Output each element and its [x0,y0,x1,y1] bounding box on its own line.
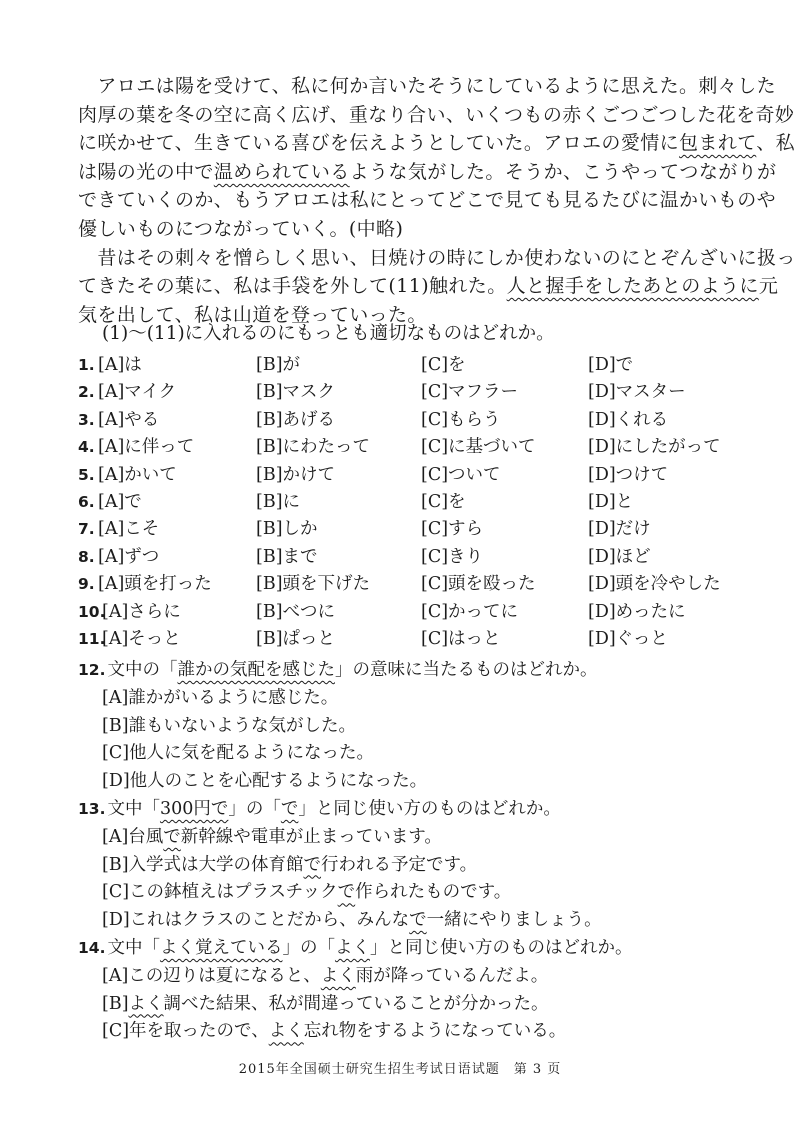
option-b: [B]に [256,491,301,512]
question-number: 4. [78,438,95,457]
choice-row [78,434,758,461]
choice-row [78,489,758,516]
page-footer: 2015年全国硕士研究生招生考试日语试题 第 3 页 [238,1062,562,1077]
instruction: (1)〜(11)に入れるのにもっとも適切なものはどれか。 [102,323,555,344]
underlined-phrase: 人と握手をしたあとのように [506,275,759,298]
option-c: [C]もらう [421,409,501,430]
question-stem [78,935,768,963]
answer-option: [C]他人に気を配るようになった。 [102,743,375,764]
option-b: [B]頭を下げた [256,574,371,595]
underlined-phrase: よく覚えている [159,938,283,958]
answer-option [78,907,768,935]
question-12 [78,657,768,796]
option-a: [A]マイク [98,382,177,403]
option-d: [D]と [588,491,634,512]
underlined-word: で [303,854,322,875]
option-text: 行われる予定です。 [321,854,478,875]
stem-text: 文中「 [107,938,160,958]
option-a: [A]で [98,491,142,512]
option-text: 調べた結果、私が間違っていることが分かった。 [163,993,549,1014]
passage-line: 気を出して、私は山道を登っていった。 [78,303,427,326]
question-stem [78,657,768,685]
answer-option: [D]他人のことを心配するようになった。 [102,771,428,792]
underlined-phrase: 包まれて [679,132,757,155]
underlined-word: で [163,826,181,847]
reading-passage [78,72,796,329]
stem-text: 」と同じ使い方のものはどれか。 [298,799,561,819]
choice-table [78,352,758,653]
question-number: 5. [78,465,95,484]
option-b: [B]あげる [256,409,336,430]
stem-text: 文中「 [107,799,160,819]
option-d: [D]だけ [588,519,651,540]
option-d: [D]めったに [588,601,686,622]
option-text: [A]台風 [102,826,164,847]
underlined-phrase: 温められている [213,160,350,183]
answer-option: [B]誰もいないような気がした。 [102,715,357,736]
option-c: [C]はっと [421,628,501,649]
answer-option [78,852,768,880]
option-d: [D]マスター [588,382,686,403]
option-b: [B]にわたって [256,437,371,458]
choice-row [78,599,758,626]
underlined-word: よく [128,993,164,1014]
question-number: 14. [78,939,106,957]
passage-text: てきたその葉に、私は手袋を外して(11)触れた。 [78,275,507,298]
underlined-phrase: 300円で [159,799,229,819]
option-b: [B]かけて [256,464,336,485]
stem-text: 文中の「 [107,660,178,680]
underlined-word: よく [334,938,370,958]
option-a: [A]そっと [102,628,181,649]
option-a: [A]こそ [98,519,160,540]
question-stem [78,796,768,824]
underlined-word: で [280,799,299,819]
option-d: [D]ぐっと [588,628,668,649]
option-a: [A]ずつ [98,546,160,567]
passage-text: 元 [758,275,779,298]
option-d: [D]頭を冷やした [588,574,721,595]
passage-line: 昔はその刺々を憎らしく思い、日焼けの時にしか使わないのにとぞんざいに扱っ [78,246,796,269]
question-number: 10. [78,602,106,621]
option-c: [C]頭を殴った [421,574,536,595]
question-number: 9. [78,575,95,594]
option-a: [A]さらに [102,601,181,622]
option-text: [C]この鉢植えはプラスチック [102,882,338,903]
answer-option [78,991,768,1019]
question-number: 7. [78,520,95,539]
passage-text: に咲かせて、生きている喜びを伝えようとしていた。アロエの愛情に [78,132,680,155]
option-b: [B]べつに [256,601,336,622]
option-c: [C]に基づいて [421,437,536,458]
option-text: [B] [102,993,129,1014]
choice-row [78,544,758,571]
choice-row [78,352,758,379]
option-a: [A]に伴って [98,437,195,458]
stem-text: 」の「 [282,938,335,958]
choice-row [78,462,758,489]
option-a: [A]やる [98,409,160,430]
option-c: [C]ついて [421,464,501,485]
option-c: [C]マフラー [421,382,519,403]
underlined-word: で [409,910,427,931]
choice-row [78,379,758,406]
question-13 [78,796,768,935]
underlined-word: よく [320,965,356,986]
option-text: 忘れ物をするようになっている。 [303,1021,567,1042]
question-number: 3. [78,410,95,429]
option-text: 雨が降っているんだよ。 [355,965,549,986]
option-text: [B]入学式は大学の体育館 [102,854,304,875]
answer-option [78,824,768,852]
option-text: [C]年を取ったので、 [102,1021,269,1042]
question-number: 6. [78,492,95,511]
stem-text: 」の意味に当たるものはどれか。 [334,660,598,680]
option-a: [A]頭を打った [98,574,212,595]
option-text: 新幹線や電車が止まっています。 [180,826,442,847]
answer-option [78,1018,768,1046]
question-number: 8. [78,547,95,566]
choice-row [78,516,758,543]
passage-line: 優しいものにつながっていく。(中略) [78,217,404,240]
passage-text: ような気がした。そうか、こうやってつながりが [349,160,777,183]
question-number: 11. [78,629,106,648]
passage-line: 肉厚の葉を冬の空に高く広げ、重なり合い、いくつもの赤くごつごつした花を奇妙 [78,103,795,126]
option-b: [B]しか [256,519,318,540]
option-d: [D]で [588,355,634,375]
option-a: [A]かいて [98,464,177,485]
passage-line [78,272,779,301]
option-text: [A]この辺りは夏になると、 [102,965,321,986]
stem-text: 」と同じ使い方のものはどれか。 [369,938,633,958]
underlined-word: で [337,882,356,903]
passage-line: できていくのか、もうアロエは私にとってどこで見ても見るたびに温かいものや [78,189,777,212]
question-number: 2. [78,383,95,402]
answer-option [78,879,768,907]
option-text: [D]これはクラスのことだから、みんな [102,910,410,931]
choice-row [78,407,758,434]
stem-text: 」の「 [228,799,281,819]
option-b: [B]マスク [256,382,336,403]
answer-option: [A]誰かがいるように感じた。 [102,687,339,708]
question-number: 13. [78,800,106,818]
passage-text: は陽の光の中で [78,160,214,183]
answer-option [78,963,768,991]
question-number: 12. [78,661,106,679]
option-c: [C]を [421,355,466,375]
choice-row [78,626,758,653]
question-14 [78,935,768,1046]
option-c: [C]きり [421,546,484,567]
option-c: [C]を [421,491,466,512]
question-number: 1. [78,356,95,374]
option-a: [A]は [98,355,142,375]
option-b: [B]ぱっと [256,628,336,649]
option-d: [D]くれる [588,409,669,430]
passage-text: 、私 [756,132,796,155]
option-text: 作られたものです。 [355,882,512,903]
option-c: [C]かってに [421,601,519,622]
option-b: [B]まで [256,546,318,567]
choice-row [78,571,758,598]
option-d: [D]ほど [588,546,651,567]
passage-line [78,158,777,187]
option-c: [C]すら [421,519,484,540]
option-b: [B]が [256,355,301,375]
option-text: 一緒にやりましょう。 [426,910,602,931]
option-d: [D]つけて [588,464,669,485]
underlined-phrase: 誰かの気配を感じた [177,660,335,680]
option-d: [D]にしたがって [588,437,721,458]
underlined-word: よく [268,1021,304,1042]
passage-line: アロエは陽を受けて、私に何か言いたそうにしているように思えた。刺々した [78,75,777,97]
passage-line [78,129,796,158]
